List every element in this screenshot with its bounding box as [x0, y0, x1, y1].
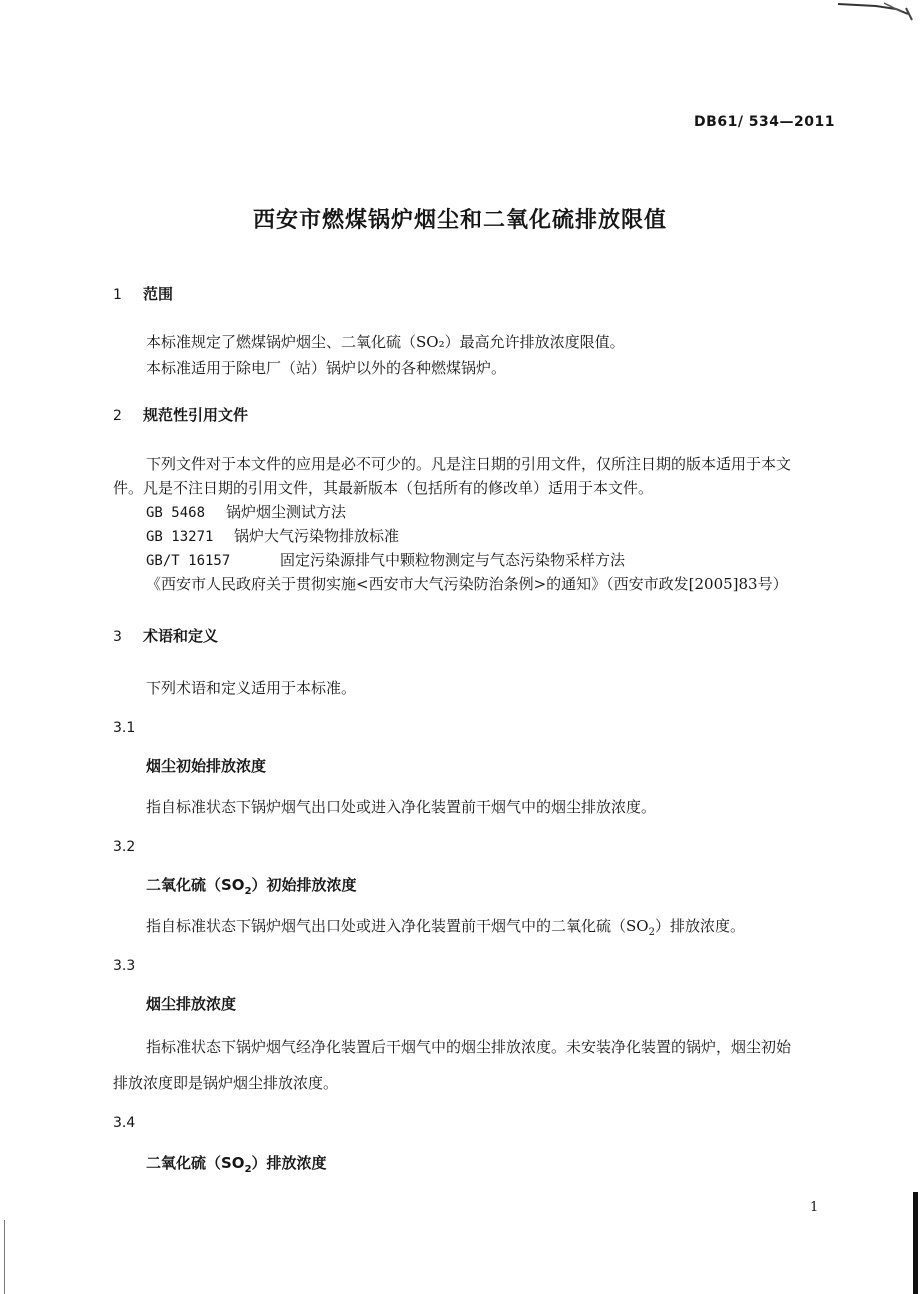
reference-title: 锅炉大气污染物排放标准: [234, 527, 400, 545]
standard-code: DB61/ 534—2011: [694, 114, 835, 130]
section-2-heading: [113, 404, 248, 425]
reference-code: GB/T 16157: [146, 553, 231, 569]
term-number: 3.2: [113, 839, 136, 855]
section-1-heading: [113, 283, 173, 304]
scan-smudge-icon: [836, 0, 920, 22]
reference-title: 固定污染源排气中颗粒物测定与气态污染物采样方法: [280, 551, 626, 569]
scope-paragraph-2: 本标准适用于除电厂（站）锅炉以外的各种燃煤锅炉。: [146, 359, 507, 377]
term-number: 3.4: [113, 1115, 136, 1131]
reference-item: [146, 549, 625, 570]
reference-notice: 《西安市人民政府关于贯彻实施<西安市大气污染防治条例>的通知》（西安市政发[2005]83号）: [146, 575, 788, 593]
document-title: 西安市燃煤锅炉烟尘和二氧化硫排放限值: [252, 208, 667, 233]
reference-item: [146, 501, 346, 522]
term-title-subscript: 2: [244, 1164, 252, 1175]
term-definition-subscript: 2: [648, 927, 655, 938]
references-intro-line-1: 下列文件对于本文件的应用是必不可少的。凡是注日期的引用文件，仅所注日期的版本适用于本文: [146, 455, 792, 473]
term-number: 3.1: [113, 720, 136, 736]
term-title: 烟尘初始排放浓度: [146, 757, 267, 775]
term-title-pre: 二氧化硫（SO: [146, 876, 245, 894]
scope-paragraph-1: 本标准规定了燃煤锅炉烟尘、二氧化硫（SO₂）最高允许排放浓度限值。: [146, 333, 625, 351]
reference-code: GB 5468: [146, 505, 206, 521]
section-title: 术语和定义: [143, 627, 219, 645]
term-title-post: ）排放浓度: [251, 1154, 327, 1172]
section-number: 3: [113, 629, 122, 645]
term-definition: [146, 915, 745, 938]
section-number: 2: [113, 408, 122, 424]
section-number: 1: [113, 287, 122, 303]
term-definition-line-1: 指标准状态下锅炉烟气经净化装置后干烟气中的烟尘排放浓度。未安装净化装置的锅炉，烟尘初始: [146, 1038, 792, 1056]
term-title: [146, 874, 357, 897]
term-title: 烟尘排放浓度: [146, 995, 237, 1013]
term-title-pre: 二氧化硫（SO: [146, 1154, 245, 1172]
reference-title: 锅炉烟尘测试方法: [226, 503, 347, 521]
term-title-subscript: 2: [244, 886, 252, 897]
term-definition: 指自标准状态下锅炉烟气出口处或进入净化装置前干烟气中的烟尘排放浓度。: [146, 798, 657, 816]
reference-item: [146, 525, 399, 546]
term-number: 3.3: [113, 958, 136, 974]
term-definition-line-2: 排放浓度即是锅炉烟尘排放浓度。: [113, 1074, 339, 1092]
term-title-post: ）初始排放浓度: [251, 876, 357, 894]
term-definition-pre: 指自标准状态下锅炉烟气出口处或进入净化装置前干烟气中的二氧化硫（SO: [146, 917, 649, 935]
scan-edge-line-left: [4, 1220, 5, 1294]
term-definition-post: ）排放浓度。: [654, 917, 745, 935]
scan-edge-line: [913, 1192, 918, 1294]
section-title: 范围: [143, 285, 174, 303]
section-3-heading: [113, 625, 218, 646]
page-number: 1: [810, 1200, 819, 1215]
term-title: [146, 1152, 327, 1175]
section-title: 规范性引用文件: [143, 406, 249, 424]
reference-code: GB 13271: [146, 529, 214, 545]
terms-intro: 下列术语和定义适用于本标准。: [146, 679, 357, 697]
references-intro-line-2: 件。凡是不注日期的引用文件，其最新版本（包括所有的修改单）适用于本文件。: [113, 479, 654, 497]
